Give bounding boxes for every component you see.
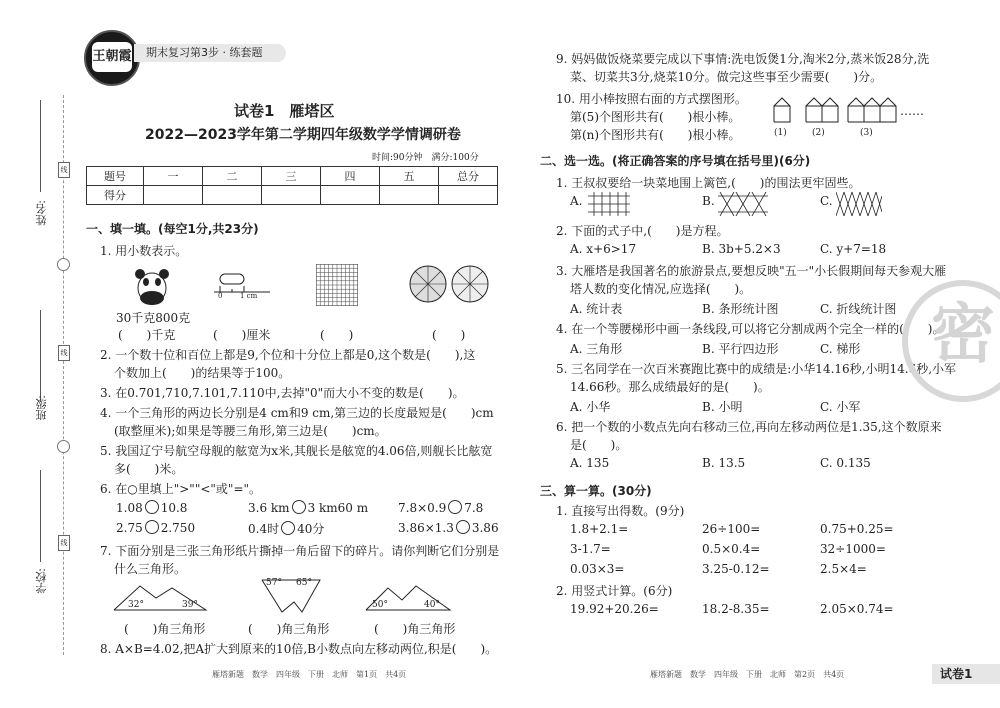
c1-opt-c[interactable]: C. [820,194,833,208]
s1: 1. 直接写出得数。(9分) [556,504,685,518]
q7-blank-2[interactable]: ( )角三角形 [248,622,330,636]
binding-mark: 线 [58,535,70,551]
q6-item: 2.75 2.750 [116,521,196,535]
q6-item: 1.08 10.8 [116,501,188,515]
compare-circle[interactable] [145,500,159,514]
score-header: 三 [262,167,321,186]
q1: 1. 用小数表示。 [100,244,188,258]
calc-item: 26÷100= [702,522,761,536]
score-cell[interactable] [321,186,380,205]
calc-item: 0.75+0.25= [820,522,894,536]
q6-item: 7.8×0.9 7.8 [398,501,484,515]
score-header: 总分 [439,167,498,186]
panda-caption: 30千克800克 [116,311,191,325]
c1-opt-a[interactable]: A. [570,194,583,208]
c3-line2: 塔人数的变化情况,应选择( )。 [570,282,752,296]
q2-line2: 个数加上( )的结果等于100。 [114,366,291,380]
angle-label: 39° [182,600,198,610]
c2-opt-b[interactable]: B. 3b+5.2×3 [702,242,781,256]
fence-cross-icon [718,192,768,216]
calc-item: 18.2-8.35= [702,602,770,616]
panda-icon [130,264,174,306]
score-header: 五 [380,167,439,186]
calc-item: 1.8+2.1= [570,522,629,536]
c6-opt-c[interactable]: C. 0.135 [820,456,871,470]
q1-blank-4[interactable]: ( ) [432,328,466,342]
stick-houses-diagram [770,94,900,126]
c3-opt-c[interactable]: C. 折线统计图 [820,302,897,316]
q1-blank-2[interactable]: ( )厘米 [213,328,271,342]
q9-line1: 9. 妈妈做饭烧菜要完成以下事情:洗电饭煲1分,淘米2分,蒸米饭28分,洗 [556,52,930,66]
q4-line2: (取整厘米);如果是等腰三角形,第三边是( )cm。 [114,424,387,438]
score-row-label: 得分 [87,186,144,205]
figure-label: (1) [774,128,787,138]
q10-b: 第(n)个图形共有( )根小棒。 [570,128,741,142]
q10-a: 第(5)个图形共有( )根小棒。 [570,110,741,124]
c6-opt-a[interactable]: A. 135 [570,456,610,470]
q1-blank-1[interactable]: ( )千克 [118,328,176,342]
compare-circle[interactable] [145,520,159,534]
c5-opt-b[interactable]: B. 小明 [702,400,743,414]
figure-label: (3) [860,128,873,138]
score-header: 一 [144,167,203,186]
section1-title: 一、填一填。(每空1分,共23分) [86,222,259,236]
figure-label: (2) [812,128,825,138]
c4-opt-a[interactable]: A. 三角形 [570,342,623,356]
ruler-label-cm: 1 cm [240,292,258,300]
binding-hole [57,258,70,271]
calc-item: 2.5×4= [820,562,867,576]
binding-line [40,310,41,402]
binding-line [40,470,41,562]
score-header: 四 [321,167,380,186]
score-cell[interactable] [144,186,203,205]
calc-item: 19.92+20.26= [570,602,659,616]
calc-item: 32÷1000= [820,542,886,556]
c3-line1: 3. 大雁塔是我国著名的旅游景点,要想反映"五一"小长假期间每天参观大雁 [556,264,947,278]
c2-opt-c[interactable]: C. y+7=18 [820,242,887,256]
c4: 4. 在一个等腰梯形中画一条线段,可以将它分割成两个完全一样的( )。 [556,322,945,336]
footer-right: 雁塔新题 数学 四年级 下册 北师 第2页 共4页 [650,670,845,679]
binding-dashed-line [63,95,64,655]
c5-opt-c[interactable]: C. 小军 [820,400,861,414]
paper-title: 试卷1 雁塔区 [234,102,335,120]
c6-line2: 是( )。 [570,438,628,452]
score-cell[interactable] [439,186,498,205]
brand-logo: 王朝霞 [84,30,140,86]
q6: 6. 在○里填上">""<"或"="。 [100,482,262,496]
calc-item: 3.25-0.12= [702,562,770,576]
compare-circle[interactable] [456,520,470,534]
fence-grid-icon [588,192,630,216]
c4-opt-c[interactable]: C. 梯形 [820,342,861,356]
compare-circle[interactable] [448,500,462,514]
school-label: 学校: [35,568,48,594]
angle-label: 57° [266,578,282,588]
c2-opt-a[interactable]: A. x+6>17 [570,242,637,256]
q10: 10. 用小棒按照右面的方式摆图形。 [556,92,747,106]
angle-label: 65° [296,578,312,588]
confidential-stamp: 密 [902,280,1000,402]
score-cell[interactable] [203,186,262,205]
q6-item: 3.86×1.3 3.86 [398,521,499,535]
c1-opt-b[interactable]: B. [702,194,715,208]
c2: 2. 下面的式子中,( )是方程。 [556,224,729,238]
section-banner: 期末复习第3步 · 练套题 [134,44,286,62]
angle-label: 32° [128,600,144,610]
grid-icon [316,264,358,306]
score-header: 题号 [87,167,144,186]
c5-opt-a[interactable]: A. 小华 [570,400,611,414]
c6-opt-b[interactable]: B. 13.5 [702,456,746,470]
c3-opt-b[interactable]: B. 条形统计图 [702,302,779,316]
compare-circle[interactable] [281,521,295,535]
q2-line1: 2. 一个数十位和百位上都是9,个位和十分位上都是0,这个数是( ),这 [100,348,476,362]
q10-ellipsis: …… [900,104,924,118]
q5-line2: 多( )米。 [114,462,184,476]
angle-label: 40° [424,600,440,610]
score-header: 二 [203,167,262,186]
time-info: 时间:90分钟 满分:100分 [372,153,479,163]
footer-left: 雁塔新题 数学 四年级 下册 北师 第1页 共4页 [212,670,407,679]
score-cell[interactable] [262,186,321,205]
c1: 1. 王叔叔要给一块菜地围上篱笆,( )的围法更牢固些。 [556,176,861,190]
fence-zigzag-icon [836,192,882,216]
q1-blank-3[interactable]: ( ) [320,328,354,342]
name-label: 姓名: [35,200,48,226]
section2-title: 二、选一选。(将正确答案的序号填在括号里)(6分) [540,154,811,168]
score-table [86,166,498,205]
angle-label: 50° [372,600,388,610]
binding-hole [57,440,70,453]
q4-line1: 4. 一个三角形的两边长分别是4 cm和9 cm,第三边的长度最短是( )cm [100,406,494,420]
calc-item: 2.05×0.74= [820,602,894,616]
q7-blank-1[interactable]: ( )角三角形 [124,622,206,636]
c5-line1: 5. 三名同学在一次百米赛跑比赛中的成绩是:小华14.16秒,小明14.6秒,小军 [556,362,957,376]
score-cell[interactable] [380,186,439,205]
binding-mark: 线 [58,162,70,178]
s2: 2. 用竖式计算。(6分) [556,584,673,598]
q3: 3. 在0.701,710,7.101,7.110中,去掉"0"而大小不变的数是( )。 [100,386,465,400]
ruler-label-zero: 0 [218,292,223,300]
paper-subtitle: 2022—2023学年第二学期四年级数学学情调研卷 [145,127,461,143]
calc-item: 0.03×3= [570,562,625,576]
c5-line2: 14.66秒。那么成绩最好的是( )。 [570,380,770,394]
q8: 8. A×B=4.02,把A扩大到原来的10倍,B小数点向左移动两位,积是( )。 [100,642,498,656]
binding-mark: 线 [58,345,70,361]
c6-line1: 6. 把一个数的小数点先向右移动三位,再向左移动两位是1.35,这个数原来 [556,420,942,434]
compare-circle[interactable] [292,500,306,514]
calc-item: 0.5×0.4= [702,542,761,556]
q7-blank-3[interactable]: ( )角三角形 [374,622,456,636]
circle-fractions-icon [408,264,492,304]
binding-line [40,100,41,192]
q6-item: 3.6 km 3 km60 m [248,501,369,515]
section3-title: 三、算一算。(30分) [540,484,652,498]
c4-opt-b[interactable]: B. 平行四边形 [702,342,779,356]
q9-line2: 菜、切菜共3分,烧菜10分。做完这些事至少需要( )分。 [570,70,883,84]
q7-line1: 7. 下面分别是三张三角形纸片撕掉一角后留下的碎片。请你判断它们分别是 [100,544,500,558]
class-label: 班级: [35,395,48,421]
paper-tab: 试卷1 [932,664,1000,684]
q7-line2: 什么三角形。 [114,562,187,576]
q5-line1: 5. 我国辽宁号航空母舰的舷宽为x米,其舰长是舷宽的4.06倍,则舰长比舷宽 [100,444,493,458]
c3-opt-a[interactable]: A. 统计表 [570,302,623,316]
calc-item: 3-1.7= [570,542,611,556]
q6-item: 0.4时 40分 [248,522,325,536]
